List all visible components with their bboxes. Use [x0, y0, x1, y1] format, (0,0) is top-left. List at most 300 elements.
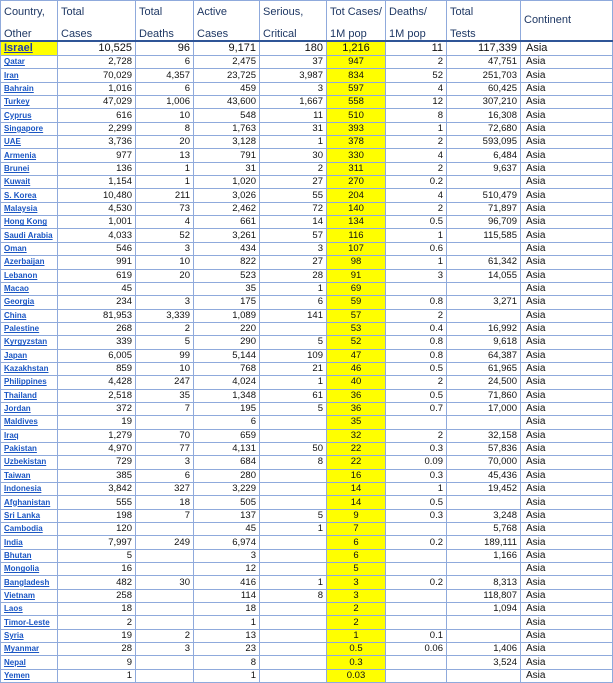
country-link[interactable]: Mongolia	[1, 563, 58, 576]
serious-critical-cell	[260, 429, 327, 442]
total-tests-cell: 60,425	[447, 82, 521, 95]
cases-per-million-cell: 3	[327, 589, 386, 602]
cases-per-million-cell: 91	[327, 269, 386, 282]
header-total-deaths-sub: Deaths	[136, 24, 194, 41]
total-cases-cell: 7,997	[58, 536, 136, 549]
total-cases-cell: 4,428	[58, 376, 136, 389]
continent-cell: Asia	[521, 256, 613, 269]
cases-per-million-cell: 46	[327, 362, 386, 375]
total-deaths-cell: 211	[136, 189, 194, 202]
table-row	[1, 256, 613, 269]
total-deaths-cell: 10	[136, 109, 194, 122]
deaths-per-million-cell: 4	[386, 149, 447, 162]
total-deaths-cell: 96	[136, 41, 194, 56]
total-tests-cell: 3,248	[447, 509, 521, 522]
table-row	[1, 136, 613, 149]
country-link[interactable]: Pakistan	[1, 442, 58, 455]
total-cases-cell: 258	[58, 589, 136, 602]
deaths-per-million-cell: 0.3	[386, 469, 447, 482]
table-row	[1, 643, 613, 656]
serious-critical-cell	[260, 656, 327, 669]
deaths-per-million-cell: 3	[386, 269, 447, 282]
total-deaths-cell: 13	[136, 149, 194, 162]
serious-critical-cell: 30	[260, 149, 327, 162]
total-tests-cell: 16,992	[447, 322, 521, 335]
total-tests-cell	[447, 563, 521, 576]
total-tests-cell: 115,585	[447, 229, 521, 242]
cases-per-million-cell: 6	[327, 549, 386, 562]
country-link[interactable]: Kuwait	[1, 176, 58, 189]
serious-critical-cell	[260, 322, 327, 335]
country-link[interactable]: Georgia	[1, 296, 58, 309]
total-deaths-cell: 99	[136, 349, 194, 362]
total-cases-cell: 6,005	[58, 349, 136, 362]
table-row	[1, 202, 613, 215]
cases-per-million-cell: 834	[327, 69, 386, 82]
header-continent: Continent	[521, 1, 613, 41]
country-link[interactable]: Afghanistan	[1, 496, 58, 509]
total-cases-cell: 2,518	[58, 389, 136, 402]
continent-cell: Asia	[521, 496, 613, 509]
country-link[interactable]: Uzbekistan	[1, 456, 58, 469]
total-deaths-cell: 6	[136, 56, 194, 69]
serious-critical-cell: 8	[260, 456, 327, 469]
total-tests-cell: 8,313	[447, 576, 521, 589]
total-tests-cell: 72,680	[447, 122, 521, 135]
total-tests-cell: 16,308	[447, 109, 521, 122]
total-tests-cell: 17,000	[447, 402, 521, 415]
active-cases-cell: 3,229	[194, 483, 260, 496]
serious-critical-cell: 27	[260, 256, 327, 269]
serious-critical-cell: 37	[260, 56, 327, 69]
active-cases-cell: 13	[194, 629, 260, 642]
active-cases-cell: 2,462	[194, 202, 260, 215]
total-tests-cell	[447, 282, 521, 295]
cases-per-million-cell: 393	[327, 122, 386, 135]
table-row	[1, 282, 613, 295]
table-body	[1, 41, 613, 683]
country-link[interactable]: Singapore	[1, 122, 58, 135]
deaths-per-million-cell: 0.5	[386, 362, 447, 375]
active-cases-cell: 23	[194, 643, 260, 656]
active-cases-cell: 4,131	[194, 442, 260, 455]
active-cases-cell: 6,974	[194, 536, 260, 549]
total-deaths-cell: 20	[136, 269, 194, 282]
table-row	[1, 376, 613, 389]
continent-cell: Asia	[521, 282, 613, 295]
serious-critical-cell: 3	[260, 242, 327, 255]
country-link[interactable]: Oman	[1, 242, 58, 255]
country-link[interactable]: Jordan	[1, 402, 58, 415]
total-cases-cell: 339	[58, 336, 136, 349]
serious-critical-cell	[260, 469, 327, 482]
deaths-per-million-cell	[386, 589, 447, 602]
cases-per-million-cell: 0.3	[327, 656, 386, 669]
serious-critical-cell	[260, 416, 327, 429]
serious-critical-cell: 2	[260, 162, 327, 175]
country-link[interactable]: Cyprus	[1, 109, 58, 122]
country-link[interactable]: S. Korea	[1, 189, 58, 202]
total-tests-cell: 71,860	[447, 389, 521, 402]
total-deaths-cell: 6	[136, 82, 194, 95]
continent-cell: Asia	[521, 136, 613, 149]
total-cases-cell: 19	[58, 629, 136, 642]
serious-critical-cell: 1	[260, 282, 327, 295]
table-row	[1, 549, 613, 562]
total-tests-cell: 96,709	[447, 216, 521, 229]
serious-critical-cell	[260, 549, 327, 562]
table-row	[1, 509, 613, 522]
cases-per-million-cell: 311	[327, 162, 386, 175]
deaths-per-million-cell: 2	[386, 56, 447, 69]
header-active-cases-sub: Cases	[194, 24, 260, 41]
table-row	[1, 41, 613, 56]
total-deaths-cell: 10	[136, 256, 194, 269]
total-tests-cell: 189,111	[447, 536, 521, 549]
serious-critical-cell: 1	[260, 576, 327, 589]
total-tests-cell: 1,406	[447, 643, 521, 656]
country-link[interactable]: Laos	[1, 603, 58, 616]
total-deaths-cell: 70	[136, 429, 194, 442]
deaths-per-million-cell	[386, 603, 447, 616]
total-deaths-cell: 1	[136, 162, 194, 175]
active-cases-cell: 3,026	[194, 189, 260, 202]
total-deaths-cell: 8	[136, 122, 194, 135]
total-tests-cell	[447, 416, 521, 429]
total-deaths-cell	[136, 416, 194, 429]
total-tests-cell	[447, 629, 521, 642]
total-tests-cell: 45,436	[447, 469, 521, 482]
cases-per-million-cell: 558	[327, 96, 386, 109]
total-tests-cell: 5,768	[447, 523, 521, 536]
deaths-per-million-cell	[386, 563, 447, 576]
cases-per-million-cell: 597	[327, 82, 386, 95]
cases-per-million-cell: 2	[327, 603, 386, 616]
continent-cell: Asia	[521, 41, 613, 56]
total-cases-cell: 1	[58, 669, 136, 682]
country-link[interactable]: Qatar	[1, 56, 58, 69]
country-link[interactable]: Bhutan	[1, 549, 58, 562]
continent-cell: Asia	[521, 509, 613, 522]
continent-cell: Asia	[521, 269, 613, 282]
total-cases-cell: 19	[58, 416, 136, 429]
cases-per-million-cell: 14	[327, 496, 386, 509]
table-row	[1, 82, 613, 95]
country-link[interactable]: Armenia	[1, 149, 58, 162]
continent-cell: Asia	[521, 189, 613, 202]
active-cases-cell: 137	[194, 509, 260, 522]
country-link[interactable]: India	[1, 536, 58, 549]
table-row	[1, 536, 613, 549]
serious-critical-cell: 1,667	[260, 96, 327, 109]
continent-cell: Asia	[521, 483, 613, 496]
continent-cell: Asia	[521, 96, 613, 109]
deaths-per-million-cell	[386, 523, 447, 536]
table-row	[1, 589, 613, 602]
active-cases-cell: 661	[194, 216, 260, 229]
deaths-per-million-cell: 0.3	[386, 442, 447, 455]
deaths-per-million-cell: 52	[386, 69, 447, 82]
country-link[interactable]: Japan	[1, 349, 58, 362]
serious-critical-cell: 55	[260, 189, 327, 202]
total-deaths-cell	[136, 549, 194, 562]
deaths-per-million-cell	[386, 656, 447, 669]
cases-per-million-cell: 9	[327, 509, 386, 522]
continent-cell: Asia	[521, 56, 613, 69]
country-link[interactable]: Saudi Arabia	[1, 229, 58, 242]
total-deaths-cell: 6	[136, 469, 194, 482]
country-link[interactable]: Kazakhstan	[1, 362, 58, 375]
total-cases-cell: 4,530	[58, 202, 136, 215]
total-tests-cell	[447, 309, 521, 322]
cases-per-million-cell: 107	[327, 242, 386, 255]
active-cases-cell: 114	[194, 589, 260, 602]
serious-critical-cell: 5	[260, 402, 327, 415]
total-cases-cell: 18	[58, 603, 136, 616]
serious-critical-cell: 6	[260, 296, 327, 309]
cases-per-million-cell: 14	[327, 483, 386, 496]
continent-cell: Asia	[521, 122, 613, 135]
total-tests-cell: 64,387	[447, 349, 521, 362]
total-cases-cell: 10,480	[58, 189, 136, 202]
total-cases-cell: 385	[58, 469, 136, 482]
serious-critical-cell: 8	[260, 589, 327, 602]
total-cases-cell: 1,001	[58, 216, 136, 229]
cases-per-million-cell: 40	[327, 376, 386, 389]
cases-per-million-cell: 36	[327, 402, 386, 415]
continent-cell: Asia	[521, 362, 613, 375]
header-total-tests: Total	[447, 1, 521, 24]
country-link[interactable]: Syria	[1, 629, 58, 642]
total-cases-cell: 10,525	[58, 41, 136, 56]
table-row	[1, 656, 613, 669]
total-tests-cell: 6,484	[447, 149, 521, 162]
total-deaths-cell: 2	[136, 629, 194, 642]
country-link[interactable]: Vietnam	[1, 589, 58, 602]
active-cases-cell: 175	[194, 296, 260, 309]
table-header	[1, 1, 613, 41]
total-tests-cell: 593,095	[447, 136, 521, 149]
continent-cell: Asia	[521, 416, 613, 429]
table-row	[1, 216, 613, 229]
deaths-per-million-cell: 1	[386, 122, 447, 135]
total-deaths-cell	[136, 563, 194, 576]
total-deaths-cell: 20	[136, 136, 194, 149]
serious-critical-cell: 141	[260, 309, 327, 322]
active-cases-cell: 3,128	[194, 136, 260, 149]
header-deaths-per-million: Deaths/	[386, 1, 447, 24]
table-row	[1, 416, 613, 429]
total-deaths-cell: 52	[136, 229, 194, 242]
total-cases-cell: 45	[58, 282, 136, 295]
country-link[interactable]: UAE	[1, 136, 58, 149]
continent-cell: Asia	[521, 629, 613, 642]
deaths-per-million-cell: 0.2	[386, 536, 447, 549]
serious-critical-cell	[260, 616, 327, 629]
country-link[interactable]: Maldives	[1, 416, 58, 429]
total-cases-cell: 4,970	[58, 442, 136, 455]
table-row	[1, 603, 613, 616]
serious-critical-cell	[260, 669, 327, 682]
country-link[interactable]: Azerbaijan	[1, 256, 58, 269]
active-cases-cell: 1,089	[194, 309, 260, 322]
deaths-per-million-cell: 2	[386, 202, 447, 215]
total-deaths-cell: 3	[136, 242, 194, 255]
country-link[interactable]: Malaysia	[1, 202, 58, 215]
header-total-cases: Total	[58, 1, 136, 24]
table-row	[1, 349, 613, 362]
country-link[interactable]: Iran	[1, 69, 58, 82]
table-row	[1, 149, 613, 162]
total-tests-cell: 57,836	[447, 442, 521, 455]
continent-cell: Asia	[521, 616, 613, 629]
total-cases-cell: 1,154	[58, 176, 136, 189]
deaths-per-million-cell	[386, 416, 447, 429]
country-link[interactable]: Kyrgyzstan	[1, 336, 58, 349]
total-cases-cell: 3,842	[58, 483, 136, 496]
country-link[interactable]: Turkey	[1, 96, 58, 109]
country-link[interactable]: Cambodia	[1, 523, 58, 536]
country-link[interactable]: Brunei	[1, 162, 58, 175]
table-row	[1, 269, 613, 282]
country-link[interactable]: Sri Lanka	[1, 509, 58, 522]
total-deaths-cell: 3,339	[136, 309, 194, 322]
total-deaths-cell: 2	[136, 322, 194, 335]
country-link[interactable]: Hong Kong	[1, 216, 58, 229]
deaths-per-million-cell: 0.7	[386, 402, 447, 415]
serious-critical-cell: 3	[260, 82, 327, 95]
total-tests-cell: 3,524	[447, 656, 521, 669]
continent-cell: Asia	[521, 322, 613, 335]
active-cases-cell: 505	[194, 496, 260, 509]
total-tests-cell: 117,339	[447, 41, 521, 56]
deaths-per-million-cell: 4	[386, 82, 447, 95]
continent-cell: Asia	[521, 162, 613, 175]
table-row	[1, 456, 613, 469]
table-row	[1, 242, 613, 255]
country-link[interactable]: Philippines	[1, 376, 58, 389]
total-tests-cell: 3,271	[447, 296, 521, 309]
total-deaths-cell	[136, 669, 194, 682]
total-deaths-cell: 7	[136, 402, 194, 415]
country-link[interactable]: Taiwan	[1, 469, 58, 482]
deaths-per-million-cell: 0.06	[386, 643, 447, 656]
country-link[interactable]: Lebanon	[1, 269, 58, 282]
table-row	[1, 402, 613, 415]
table-row	[1, 389, 613, 402]
total-deaths-cell: 18	[136, 496, 194, 509]
continent-cell: Asia	[521, 402, 613, 415]
country-link[interactable]: Yemen	[1, 669, 58, 682]
deaths-per-million-cell: 2	[386, 162, 447, 175]
total-tests-cell	[447, 242, 521, 255]
total-tests-cell: 9,618	[447, 336, 521, 349]
cases-per-million-cell: 53	[327, 322, 386, 335]
total-deaths-cell: 327	[136, 483, 194, 496]
country-link[interactable]: Bahrain	[1, 82, 58, 95]
table-row	[1, 496, 613, 509]
table-row	[1, 189, 613, 202]
continent-cell: Asia	[521, 82, 613, 95]
continent-cell: Asia	[521, 603, 613, 616]
country-link[interactable]: Palestine	[1, 322, 58, 335]
table-row	[1, 523, 613, 536]
cases-per-million-cell: 0.5	[327, 643, 386, 656]
table-row	[1, 576, 613, 589]
country-link[interactable]: Macao	[1, 282, 58, 295]
cases-per-million-cell: 5	[327, 563, 386, 576]
country-link[interactable]: Nepal	[1, 656, 58, 669]
active-cases-cell: 18	[194, 603, 260, 616]
country-link[interactable]: Iraq	[1, 429, 58, 442]
deaths-per-million-cell	[386, 669, 447, 682]
active-cases-cell: 12	[194, 563, 260, 576]
serious-critical-cell: 28	[260, 269, 327, 282]
continent-cell: Asia	[521, 296, 613, 309]
country-link[interactable]: Israel	[1, 41, 58, 56]
active-cases-cell: 2,475	[194, 56, 260, 69]
country-link[interactable]: Timor-Leste	[1, 616, 58, 629]
total-tests-cell: 307,210	[447, 96, 521, 109]
active-cases-cell: 45	[194, 523, 260, 536]
header-serious-critical: Serious,	[260, 1, 327, 24]
header-active-cases: Active	[194, 1, 260, 24]
total-cases-cell: 28	[58, 643, 136, 656]
country-link[interactable]: Bangladesh	[1, 576, 58, 589]
header-deaths-per-million-sub: 1M pop	[386, 24, 447, 41]
active-cases-cell: 3,261	[194, 229, 260, 242]
total-cases-cell: 555	[58, 496, 136, 509]
serious-critical-cell	[260, 629, 327, 642]
country-link[interactable]: Thailand	[1, 389, 58, 402]
cases-per-million-cell: 22	[327, 456, 386, 469]
table-row	[1, 309, 613, 322]
total-deaths-cell: 77	[136, 442, 194, 455]
continent-cell: Asia	[521, 349, 613, 362]
continent-cell: Asia	[521, 229, 613, 242]
table-row	[1, 442, 613, 455]
active-cases-cell: 43,600	[194, 96, 260, 109]
total-deaths-cell: 4	[136, 216, 194, 229]
country-link[interactable]: China	[1, 309, 58, 322]
active-cases-cell: 548	[194, 109, 260, 122]
country-link[interactable]: Indonesia	[1, 483, 58, 496]
deaths-per-million-cell: 0.6	[386, 242, 447, 255]
total-tests-cell: 251,703	[447, 69, 521, 82]
country-link[interactable]: Myanmar	[1, 643, 58, 656]
active-cases-cell: 523	[194, 269, 260, 282]
deaths-per-million-cell: 2	[386, 309, 447, 322]
table-row	[1, 109, 613, 122]
cases-per-million-cell: 270	[327, 176, 386, 189]
deaths-per-million-cell: 0.09	[386, 456, 447, 469]
serious-critical-cell: 57	[260, 229, 327, 242]
deaths-per-million-cell: 0.8	[386, 349, 447, 362]
cases-per-million-cell: 32	[327, 429, 386, 442]
continent-cell: Asia	[521, 336, 613, 349]
serious-critical-cell: 50	[260, 442, 327, 455]
total-cases-cell: 3,736	[58, 136, 136, 149]
total-tests-cell: 510,479	[447, 189, 521, 202]
table-row	[1, 336, 613, 349]
total-cases-cell: 2,728	[58, 56, 136, 69]
header-total-tests-sub: Tests	[447, 24, 521, 41]
table-row	[1, 69, 613, 82]
active-cases-cell: 684	[194, 456, 260, 469]
table-row	[1, 469, 613, 482]
total-deaths-cell	[136, 603, 194, 616]
serious-critical-cell	[260, 643, 327, 656]
